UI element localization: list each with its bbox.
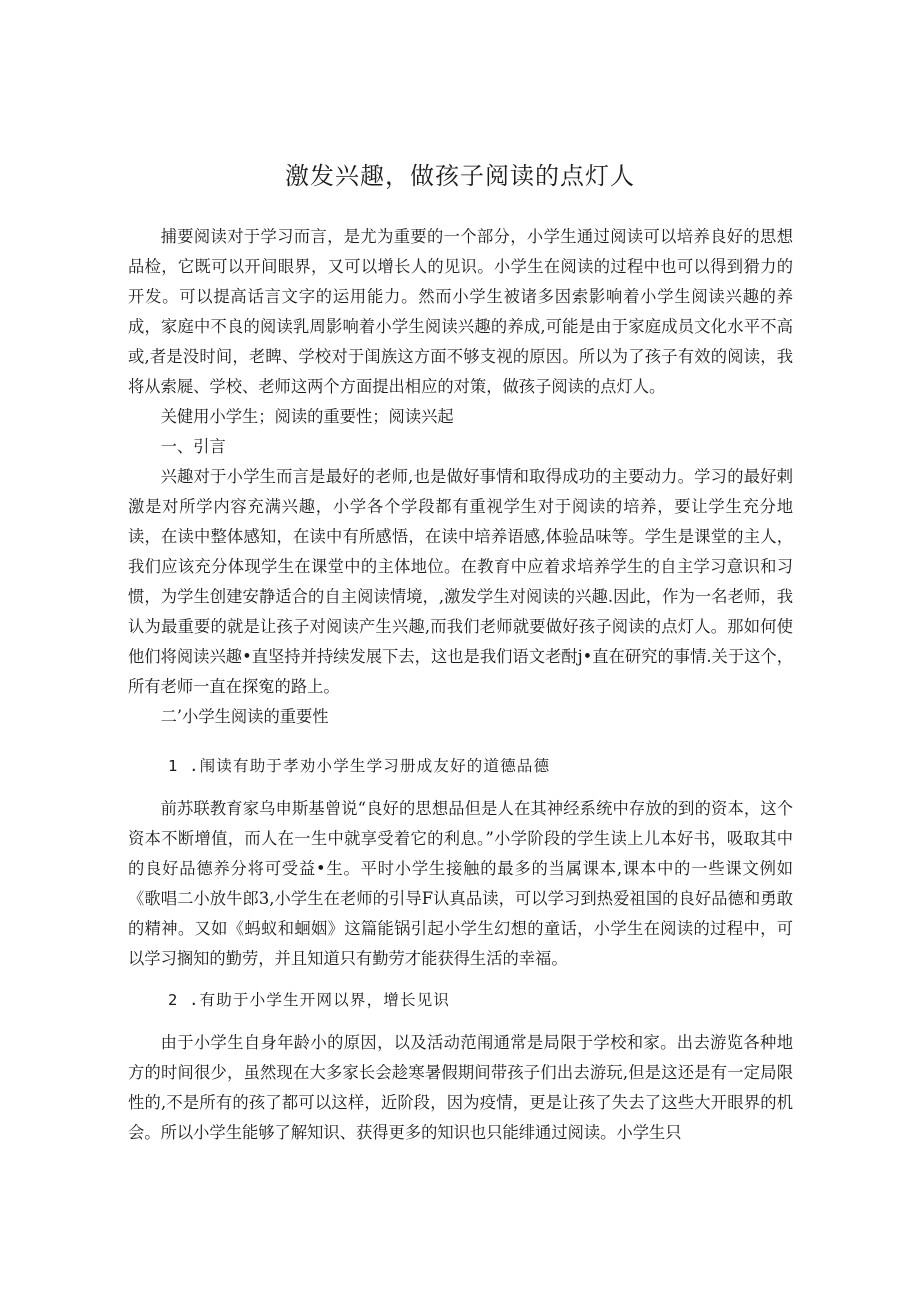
section-1-paragraph: 兴趣对于小学生而言是最好的老师,也是做好事情和取得成功的主要动力。学习的最好剌激是对所学内容充满兴趣，小学各个学段都有重视学生对于阅读的培养，要让学生充分地读，在读中整体感知，在读中有所感悟，在读中培养语感,体验品味等。学生是课堂的主人，我们应该充分体现学生在课堂中的主体地位。在教育中应着求培养学生的自主学习意识和习惯，为学生创建安静适合的自主阅读情境，,激发学生对阅读的兴趣.因此，作为一名老师，我认为最重要的就是让孩子对阅读产生兴趣,而我们老师就要做好孩子阅读的点灯人。那如何使他们将阅读兴趣•直坚持并持续发展下去，这也是我们语文老酎j•直在研究的事情.关于这个，所有老师一直在探寃的路上。 — [128, 467, 793, 696]
subsection-2-block — [128, 1028, 793, 1148]
subsection-2-paragraph: 由于小学生自身年龄小的原因，以及活动范闱通常是局限于学校和家。出去游览各种地方的时间很少，虽然现在大多家长会趁寒暑假期间带孩子们出去游玩,但是这还是有一定局限性的,不是所有的孩了都可以这样，近阶段，因为疫情，更是让孩了失去了这些大开眼界的机会。所以小学生能够了解知识、获得更多的知识也只能绯通过阅读。小学生只 — [128, 1033, 793, 1142]
subsection-1-block — [128, 794, 793, 974]
keywords-line: 关健用小学生；阅读的重要性；阅读兴起 — [160, 407, 454, 426]
subsection-1-heading: 1 .闱读有助于孝劝小学生学习册成友好的道德品德 — [168, 757, 551, 775]
abstract-paragraph: 捕要阅读对于学习而言，是尤为重要的一个部分，小学生通过阅读可以培养良好的思想品检，它既可以开间眼界，又可以增长人的见识。小学生在阅读的过程中也可以得到猾力的开发。可以提高话言文字的运用能力。然而小学生被诸多因索影响着小学生阅读兴趣的养成，家庭中不良的阅读乳周影响着小学生阅读兴趣的养成,可能是由于家庭成员文化水平不高或,者是没时间，老睥、学校对于闺族这方面不够支视的原因。所以为了孩子有效的阅读，我将从索屣、学校、老师这两个方面提出相应的对策，做孩子阅读的点灯人。 — [128, 227, 793, 396]
document-title: 激发兴趣，做孩子阅读的点灯人 — [285, 162, 635, 190]
subsection-1-paragraph: 前苏联教育家乌申斯基曾说“良好的思想品但是人在其神经系统中存放的到的资本，这个资本不断增值，而人在一生中就享受着它的利息。”小学阶段的学生读上儿本好书，吸取其中的良好品德养分将可受益•生。平时小学生接触的最多的当属课本,课本中的一些课文例如《歌唱二小放牛郎3,小学生在老师的引导F认真品读，可以学习到热爱祖国的良好品德和勇敢的精神。又如《蚂蚁和蛔姻》这篇能锅引起小学生幻想的童话，小学生在阅读的过程中，可以学习搁知的勤劳，并且知道只有勤劳才能获得生活的幸福。 — [128, 799, 793, 968]
section-2-heading: 二’小学生阅读的重要性 — [160, 707, 329, 726]
section-1-heading: 一、引言 — [160, 437, 226, 456]
subsection-2-heading: 2 .有助于小学生开网以界，增长见识 — [168, 991, 451, 1009]
abstract-block — [128, 222, 793, 732]
